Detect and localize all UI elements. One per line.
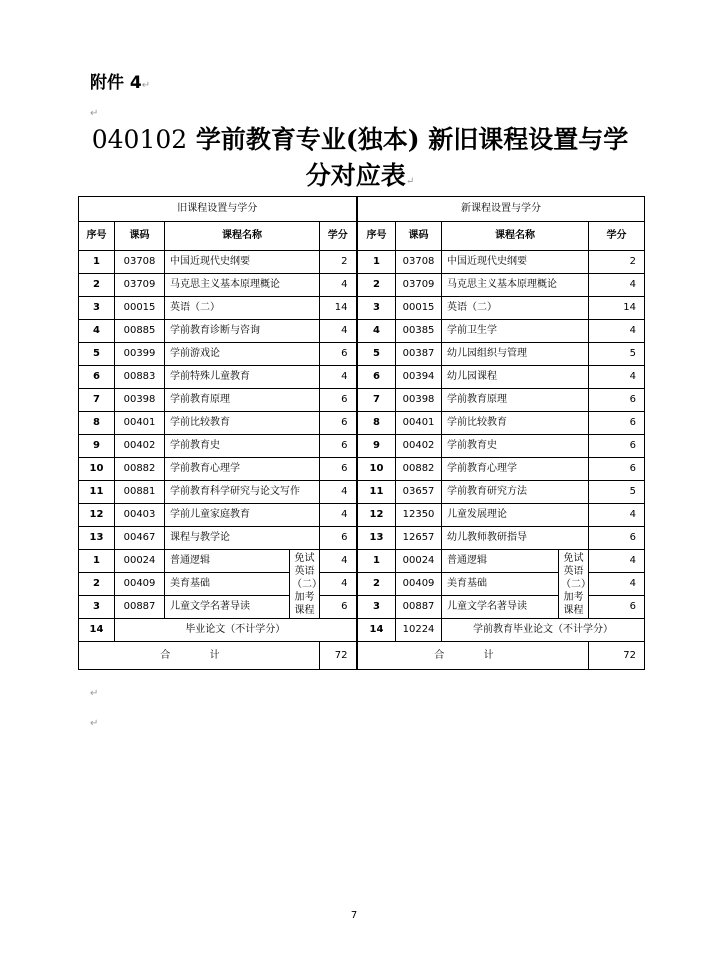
old-course-code: 00885 [115, 320, 165, 343]
old-credit: 6 [320, 435, 357, 458]
thesis-new-name: 学前教育毕业论文（不计学分） [442, 619, 645, 642]
old-seq: 2 [79, 274, 115, 297]
table-row [79, 412, 645, 435]
old-seq: 6 [79, 366, 115, 389]
old-course-name: 学前游戏论 [165, 343, 320, 366]
new-seq: 4 [358, 320, 396, 343]
old-course-name: 学前教育原理 [165, 389, 320, 412]
new-course-code: 03709 [396, 274, 442, 297]
new-course-code: 00398 [396, 389, 442, 412]
old-credit: 4 [320, 481, 357, 504]
header-name: 课程名称 [165, 222, 320, 251]
new-course-code: 00015 [396, 297, 442, 320]
new-credit: 14 [589, 297, 645, 320]
old-course-code: 00402 [115, 435, 165, 458]
page-title: 040102 学前教育专业(独本) 新旧课程设置与学 分对应表↵ [91, 125, 629, 190]
old-course-code: 03709 [115, 274, 165, 297]
new-course-name: 学前教育原理 [442, 389, 589, 412]
old-course-code: 00881 [115, 481, 165, 504]
old-seq: 3 [79, 297, 115, 320]
old-credit: 14 [320, 297, 357, 320]
new-seq: 5 [358, 343, 396, 366]
old-credit: 4 [320, 573, 357, 596]
new-seq: 13 [358, 527, 396, 550]
old-course-code: 00399 [115, 343, 165, 366]
old-seq: 5 [79, 343, 115, 366]
old-course-code: 00409 [115, 573, 165, 596]
header-seq: 序号 [79, 222, 115, 251]
new-seq: 7 [358, 389, 396, 412]
old-optional-note: 免试英语（二）加考课程 [290, 550, 320, 619]
old-course-code: 00024 [115, 550, 165, 573]
old-seq: 7 [79, 389, 115, 412]
old-seq: 13 [79, 527, 115, 550]
thesis-new-code: 10224 [396, 619, 442, 642]
attachment-label: 附件 4↵ [90, 73, 151, 93]
old-seq: 1 [79, 550, 115, 573]
total-new-value: 72 [589, 642, 645, 670]
new-course-name: 学前教育史 [442, 435, 589, 458]
old-credit: 4 [320, 320, 357, 343]
new-credit: 6 [589, 596, 645, 619]
table-row [79, 297, 645, 320]
paragraph-mark: ↵ [90, 718, 99, 729]
new-course-code: 03708 [396, 251, 442, 274]
total-label: 合 计 [79, 642, 320, 670]
header-code: 课码 [396, 222, 442, 251]
table-row [79, 251, 645, 274]
new-course-code: 12350 [396, 504, 442, 527]
old-credit: 6 [320, 389, 357, 412]
new-seq: 3 [358, 596, 396, 619]
new-course-name: 幼儿园组织与管理 [442, 343, 589, 366]
total-old-value: 72 [320, 642, 357, 670]
old-credit: 4 [320, 366, 357, 389]
table-row [79, 366, 645, 389]
old-seq: 3 [79, 596, 115, 619]
new-course-code: 00401 [396, 412, 442, 435]
new-seq: 11 [358, 481, 396, 504]
new-credit: 4 [589, 366, 645, 389]
total-row [79, 642, 645, 670]
old-course-name: 儿童文学名著导读 [165, 596, 290, 619]
old-credit: 6 [320, 458, 357, 481]
header-name: 课程名称 [442, 222, 589, 251]
new-seq: 2 [358, 274, 396, 297]
table-row [79, 343, 645, 366]
new-course-name: 学前比较教育 [442, 412, 589, 435]
old-credit: 4 [320, 274, 357, 297]
new-credit: 6 [589, 412, 645, 435]
new-seq: 2 [358, 573, 396, 596]
new-credit: 4 [589, 504, 645, 527]
table-row [79, 481, 645, 504]
old-course-code: 00883 [115, 366, 165, 389]
new-course-name: 学前教育研究方法 [442, 481, 589, 504]
new-course-name: 美育基础 [442, 573, 559, 596]
new-course-code: 00409 [396, 573, 442, 596]
thesis-new-seq: 14 [358, 619, 396, 642]
old-course-name: 普通逻辑 [165, 550, 290, 573]
old-course-code: 00015 [115, 297, 165, 320]
new-optional-note: 免试英语（二）加考课程 [559, 550, 589, 619]
old-course-name: 中国近现代史纲要 [165, 251, 320, 274]
header-credit: 学分 [589, 222, 645, 251]
new-seq: 6 [358, 366, 396, 389]
old-course-name: 学前教育史 [165, 435, 320, 458]
old-course-name: 学前教育科学研究与论文写作 [165, 481, 320, 504]
new-credit: 2 [589, 251, 645, 274]
paragraph-mark: ↵ [90, 108, 99, 119]
old-section-title: 旧课程设置与学分 [79, 197, 357, 222]
old-course-name: 学前特殊儿童教育 [165, 366, 320, 389]
table-row [79, 527, 645, 550]
old-credit: 6 [320, 527, 357, 550]
new-seq: 3 [358, 297, 396, 320]
new-seq: 12 [358, 504, 396, 527]
program-code: 040102 [91, 125, 188, 154]
new-course-name: 普通逻辑 [442, 550, 559, 573]
old-seq: 2 [79, 573, 115, 596]
old-course-name: 美育基础 [165, 573, 290, 596]
new-course-name: 幼儿园课程 [442, 366, 589, 389]
new-course-name: 中国近现代史纲要 [442, 251, 589, 274]
old-course-name: 学前教育心理学 [165, 458, 320, 481]
thesis-row [79, 619, 645, 642]
new-course-code: 00385 [396, 320, 442, 343]
header-code: 课码 [115, 222, 165, 251]
new-course-code: 03657 [396, 481, 442, 504]
old-course-name: 学前儿童家庭教育 [165, 504, 320, 527]
table-row [79, 458, 645, 481]
new-course-code: 00402 [396, 435, 442, 458]
new-credit: 6 [589, 527, 645, 550]
old-credit: 6 [320, 412, 357, 435]
old-credit: 4 [320, 550, 357, 573]
new-credit: 4 [589, 320, 645, 343]
new-course-code: 00887 [396, 596, 442, 619]
new-credit: 4 [589, 274, 645, 297]
new-course-name: 学前卫生学 [442, 320, 589, 343]
thesis-old-name: 毕业论文（不计学分） [115, 619, 357, 642]
new-course-code: 00882 [396, 458, 442, 481]
new-credit: 6 [589, 389, 645, 412]
new-seq: 1 [358, 550, 396, 573]
new-credit: 4 [589, 573, 645, 596]
new-credit: 6 [589, 435, 645, 458]
old-course-code: 00401 [115, 412, 165, 435]
old-course-name: 学前教育诊断与咨询 [165, 320, 320, 343]
old-credit: 2 [320, 251, 357, 274]
paragraph-mark: ↵ [90, 688, 99, 699]
new-credit: 5 [589, 481, 645, 504]
new-credit: 4 [589, 550, 645, 573]
old-course-code: 00467 [115, 527, 165, 550]
table-row [79, 389, 645, 412]
old-course-name: 学前比较教育 [165, 412, 320, 435]
new-credit: 5 [589, 343, 645, 366]
old-credit: 4 [320, 504, 357, 527]
old-course-code: 00882 [115, 458, 165, 481]
new-course-name: 马克思主义基本原理概论 [442, 274, 589, 297]
new-section-title: 新课程设置与学分 [358, 197, 645, 222]
old-seq: 4 [79, 320, 115, 343]
optional-row [79, 550, 645, 573]
total-label-new: 合 计 [358, 642, 589, 670]
old-credit: 6 [320, 343, 357, 366]
old-course-code: 03708 [115, 251, 165, 274]
old-credit: 6 [320, 596, 357, 619]
old-course-code: 00403 [115, 504, 165, 527]
table-row [79, 435, 645, 458]
new-course-name: 幼儿教师教研指导 [442, 527, 589, 550]
thesis-seq: 14 [79, 619, 115, 642]
table-row [79, 320, 645, 343]
new-course-code: 12657 [396, 527, 442, 550]
old-course-code: 00398 [115, 389, 165, 412]
new-course-name: 儿童文学名著导读 [442, 596, 559, 619]
new-course-name: 学前教育心理学 [442, 458, 589, 481]
old-course-name: 马克思主义基本原理概论 [165, 274, 320, 297]
old-seq: 10 [79, 458, 115, 481]
old-seq: 12 [79, 504, 115, 527]
course-mapping-table [78, 196, 645, 670]
new-seq: 8 [358, 412, 396, 435]
old-course-name: 课程与教学论 [165, 527, 320, 550]
new-seq: 1 [358, 251, 396, 274]
title-line2: 分对应表 [305, 161, 406, 190]
page-number: 7 [350, 910, 358, 921]
new-seq: 10 [358, 458, 396, 481]
header-seq: 序号 [358, 222, 396, 251]
old-seq: 9 [79, 435, 115, 458]
old-seq: 8 [79, 412, 115, 435]
old-course-name: 英语（二） [165, 297, 320, 320]
new-seq: 9 [358, 435, 396, 458]
old-seq: 1 [79, 251, 115, 274]
table-row [79, 274, 645, 297]
header-credit: 学分 [320, 222, 357, 251]
new-course-code: 00394 [396, 366, 442, 389]
new-course-name: 儿童发展理论 [442, 504, 589, 527]
new-course-code: 00387 [396, 343, 442, 366]
old-course-code: 00887 [115, 596, 165, 619]
new-course-code: 00024 [396, 550, 442, 573]
new-course-name: 英语（二） [442, 297, 589, 320]
new-credit: 6 [589, 458, 645, 481]
title-line1: 学前教育专业(独本) 新旧课程设置与学 [195, 125, 629, 154]
table-row [79, 504, 645, 527]
old-seq: 11 [79, 481, 115, 504]
